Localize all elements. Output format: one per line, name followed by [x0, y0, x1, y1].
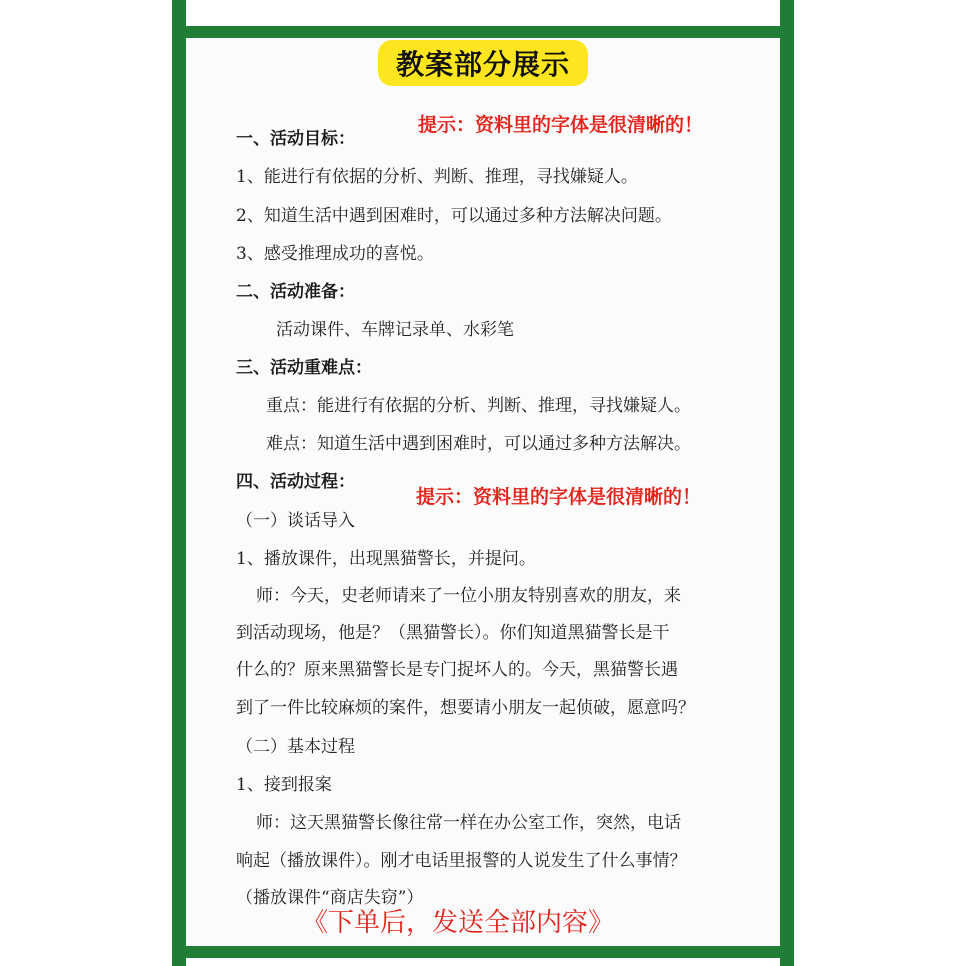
- body-line: 到了一件比较麻烦的案件，想要请小朋友一起侦破，愿意吗？: [236, 698, 695, 718]
- goal-line: 2、知道生活中遇到困难时，可以通过多种方法解决问题。: [236, 206, 672, 226]
- body-line: 师：这天黑猫警长像往常一样在办公室工作，突然，电话: [256, 813, 681, 833]
- subheading-process: （二）基本过程: [236, 737, 355, 757]
- goal-line: 1、能进行有依据的分析、判断、推理，寻找嫌疑人。: [236, 167, 638, 187]
- body-line: 到活动现场，他是？（黑猫警长）。你们知道黑猫警长是干: [236, 623, 670, 643]
- heading-key-points: 三、活动重难点：: [236, 358, 372, 378]
- clarity-note-middle: 提示：资料里的字体是很清晰的！: [416, 486, 702, 508]
- subheading-intro: （一）谈话导入: [236, 511, 355, 531]
- body-line: （播放课件“商店失窃”）: [236, 888, 424, 908]
- clarity-note-top: 提示：资料里的字体是很清晰的！: [418, 114, 704, 136]
- body-line: 师：今天，史老师请来了一位小朋友特别喜欢的朋友，来: [256, 586, 681, 606]
- difficulty-line: 难点：知道生活中遇到困难时，可以通过多种方法解决。: [266, 434, 691, 454]
- footer-order-note: 《下单后，发送全部内容》: [302, 908, 615, 938]
- body-line: 响起（播放课件）。刚才电话里报警的人说发生了什么事情？: [236, 851, 687, 871]
- body-line: 1、接到报案: [236, 775, 332, 795]
- body-line: 1、播放课件，出现黑猫警长，并提问。: [236, 549, 536, 569]
- heading-process: 四、活动过程：: [236, 472, 355, 492]
- preparation-line: 活动课件、车牌记录单、水彩笔: [276, 320, 514, 340]
- body-line: 什么的？原来黑猫警长是专门捉坏人的。今天，黑猫警长遇: [236, 660, 678, 680]
- heading-preparation: 二、活动准备：: [236, 282, 355, 302]
- heading-goals: 一、活动目标：: [236, 129, 355, 149]
- key-point-line: 重点：能进行有依据的分析、判断、推理，寻找嫌疑人。: [266, 396, 691, 416]
- goal-line: 3、感受推理成功的喜悦。: [236, 244, 434, 264]
- section-title-badge: 教案部分展示: [378, 40, 588, 86]
